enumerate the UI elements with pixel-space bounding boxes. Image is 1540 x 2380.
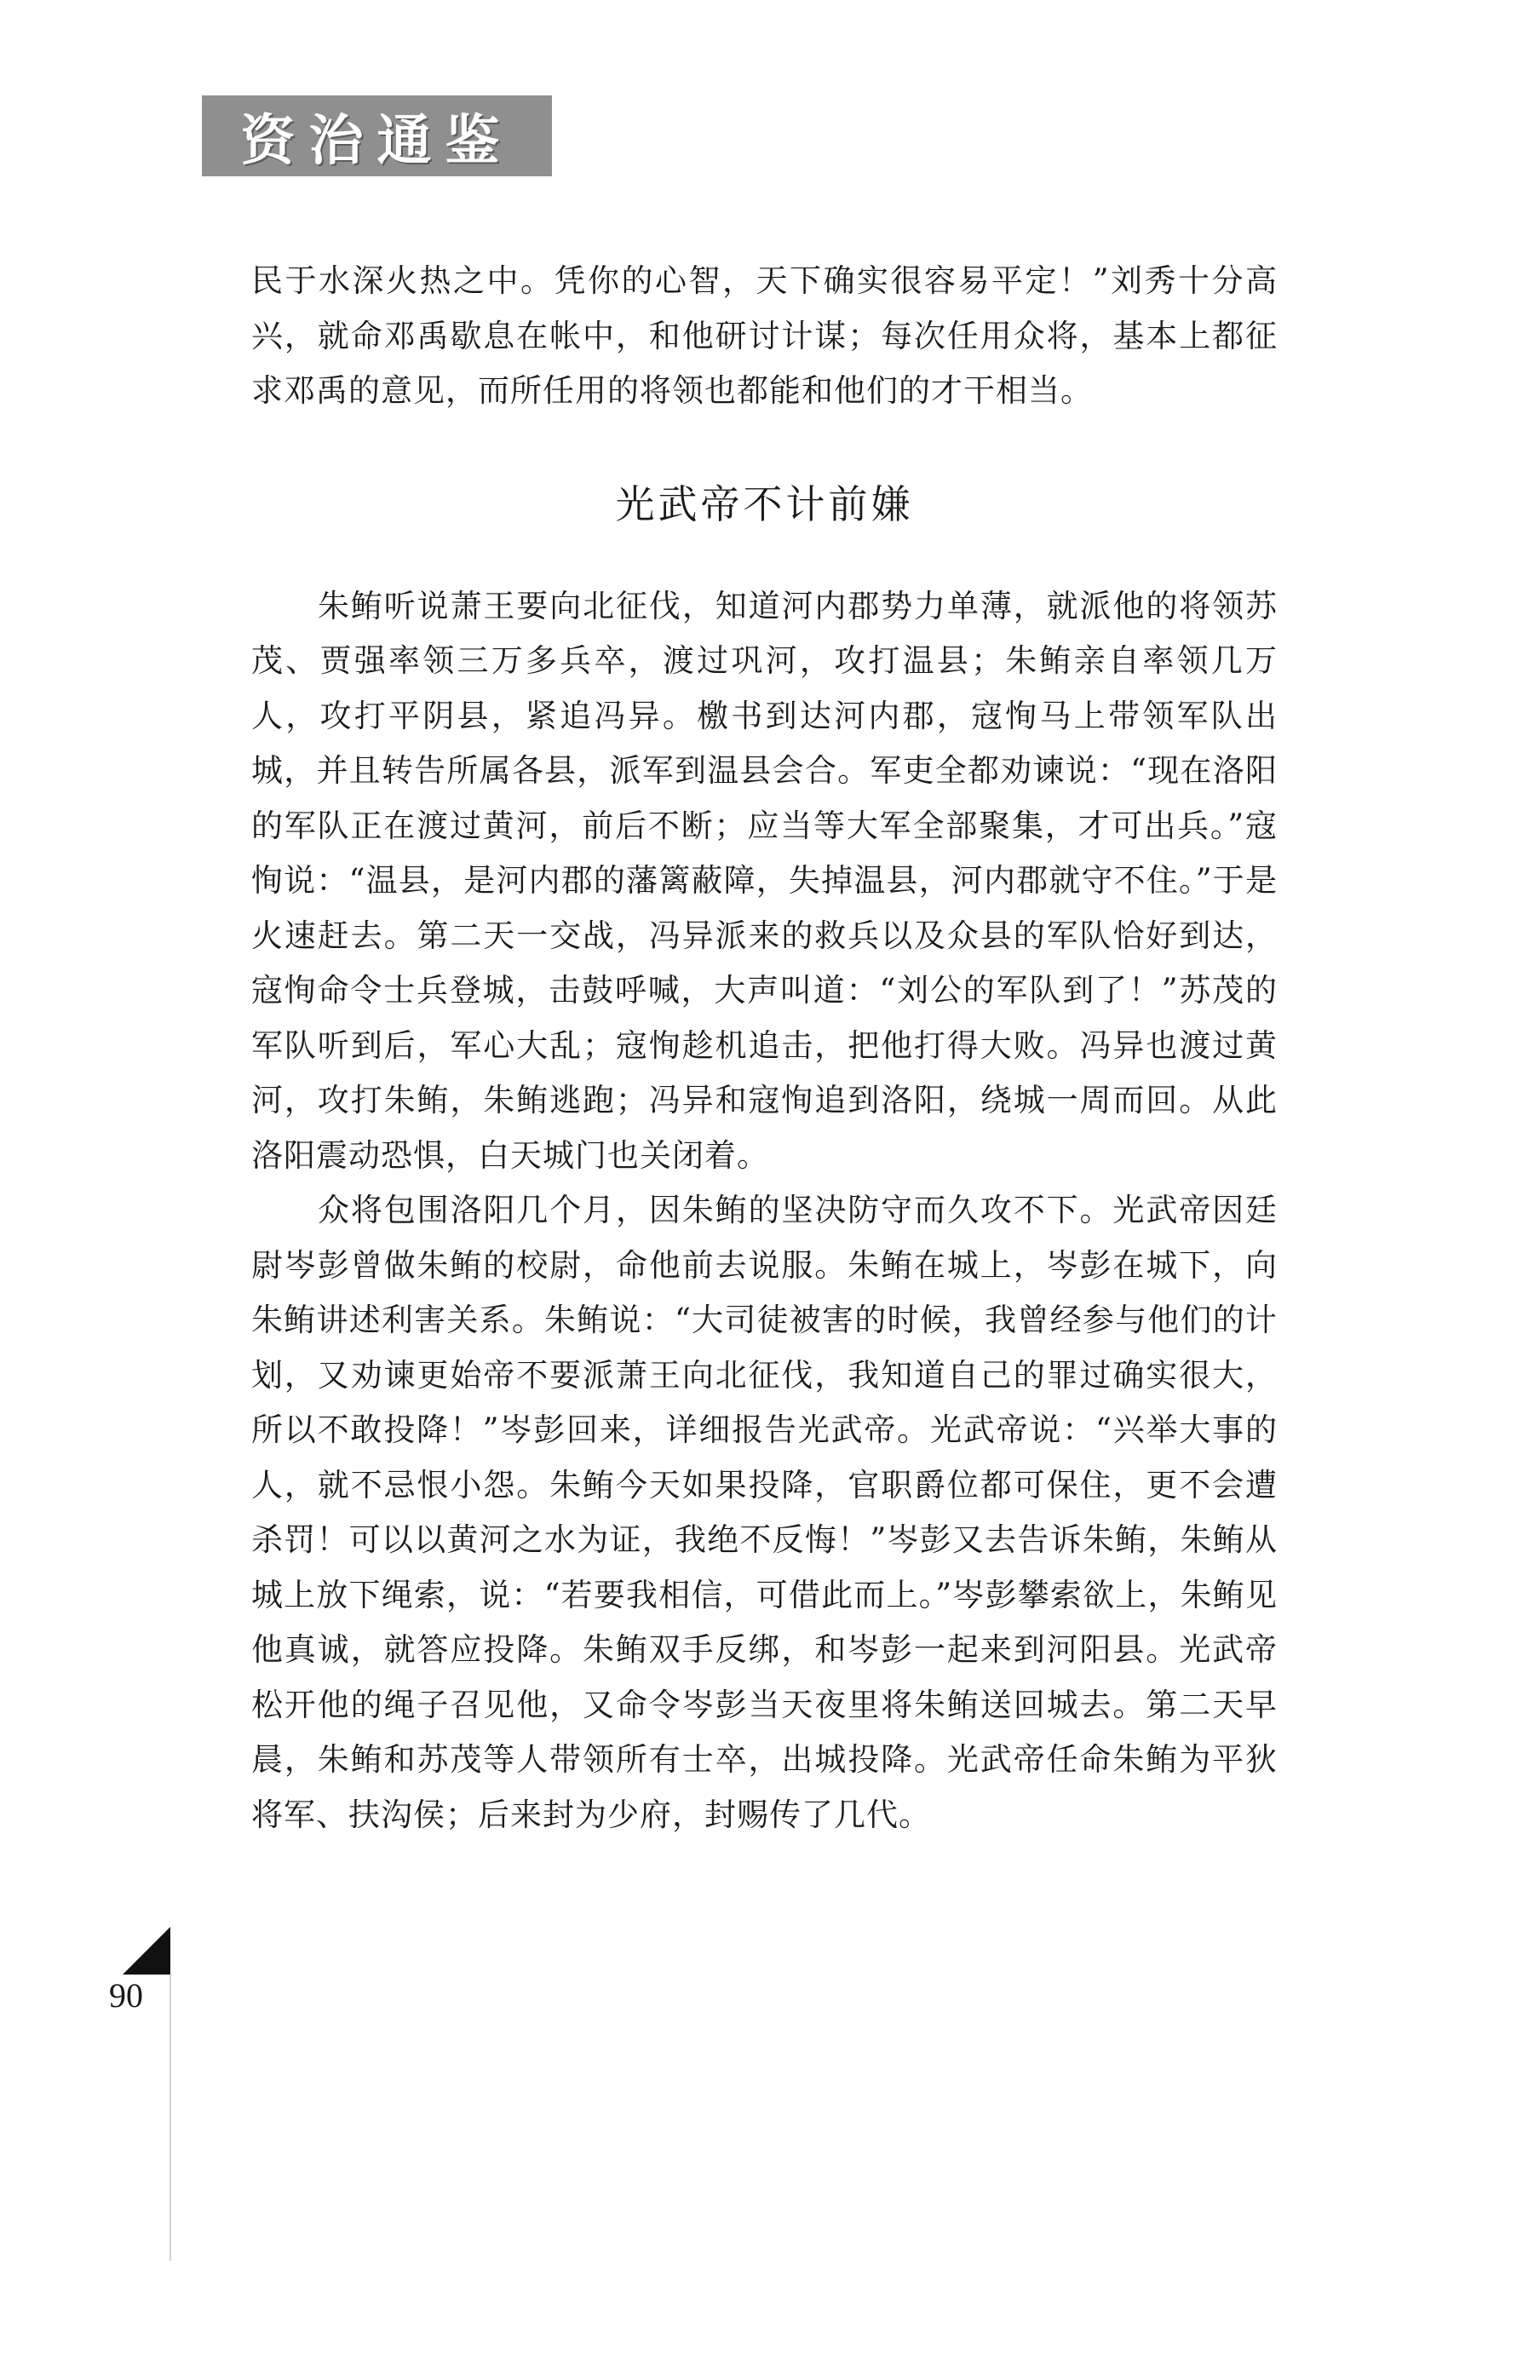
series-title: 资治通鉴 — [240, 109, 514, 173]
page-content — [251, 254, 1278, 1842]
section-title: 光武帝不计前嫌 — [615, 480, 914, 527]
margin-rule — [170, 1975, 171, 2261]
page-corner-marker — [123, 1927, 170, 1975]
page-number: 90 — [109, 1976, 143, 2015]
continuation-paragraph: 民于水深火热之中。凭你的心智，天下确实很容易平定！”刘秀十分高兴，就命邓禹歇息在帐中，和他研讨计谋；每次任用众将，基本上都征求邓禹的意见，而所任用的将领也都能和他们的才干相当。 — [251, 262, 1278, 409]
series-title-banner — [202, 95, 552, 176]
body-paragraph: 朱鲔听说萧王要向北征伐，知道河内郡势力单薄，就派他的将领苏茂、贾强率领三万多兵卒，渡过巩河，攻打温县；朱鲔亲自率领几万人，攻打平阴县，紧追冯异。檄书到达河内郡，寇恂马上带领军队出城，并且转告所属各县，派军到温县会合。军吏全都劝谏说：“现在洛阳的军队正在渡过黄河，前后不断；应当等大军全部聚集，才可出兵。”寇恂说：“温县，是河内郡的藩篱蔽障，失掉温县，河内郡就守不住。”于是火速赶去。第二天一交战，冯异派来的救兵以及众县的军队恰好到达，寇恂命令士兵登城，击鼓呼喊，大声叫道：“刘公的军队到了！”苏茂的军队听到后，军心大乱；寇恂趁机追击，把他打得大败。冯异也渡过黄河，攻打朱鲔，朱鲔逃跑；冯异和寇恂追到洛阳，绕城一周而回。从此洛阳震动恐惧，白天城门也关闭着。 — [251, 587, 1278, 1174]
body-paragraph: 众将包围洛阳几个月，因朱鲔的坚决防守而久攻不下。光武帝因廷尉岑彭曾做朱鲔的校尉，命他前去说服。朱鲔在城上，岑彭在城下，向朱鲔讲述利害关系。朱鲔说：“大司徒被害的时候，我曾经参与他们的计划，又劝谏更始帝不要派萧王向北征伐，我知道自己的罪过确实很大，所以不敢投降！”岑彭回来，详细报告光武帝。光武帝说：“兴举大事的人，就不忌恨小怨。朱鲔今天如果投降，官职爵位都可保住，更不会遭杀罚！可以以黄河之水为证，我绝不反悔！”岑彭又去告诉朱鲔，朱鲔从城上放下绳索，说：“若要我相信，可借此而上。”岑彭攀索欲上，朱鲔见他真诚，就答应投降。朱鲔双手反绑，和岑彭一起来到河阳县。光武帝松开他的绳子召见他，又命令岑彭当天夜里将朱鲔送回城去。第二天早晨，朱鲔和苏茂等人带领所有士卒，出城投降。光武帝任命朱鲔为平狄将军、扶沟侯；后来封为少府，封赐传了几代。 — [251, 1192, 1278, 1833]
